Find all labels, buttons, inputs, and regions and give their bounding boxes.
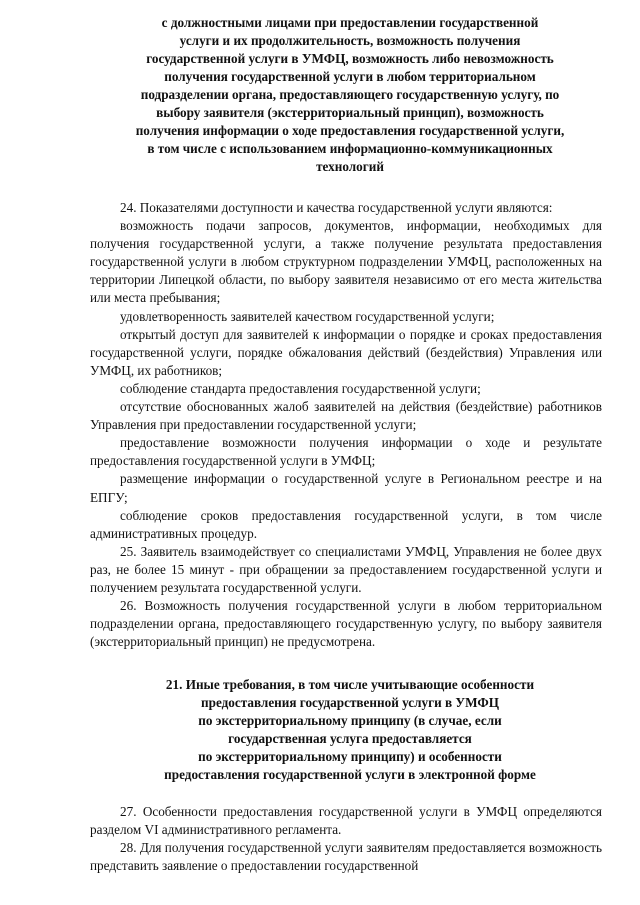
paragraph: удовлетворенность заявителей качеством государственной услуги; xyxy=(120,308,495,324)
heading-line: услуги и их продолжительность, возможность получения xyxy=(179,33,521,48)
paragraph: возможность подачи запросов, документов, информации, необходимых для получения государственной услуги, а также получение результата предоставления государственной услуги в любом структурном подразделении УМФЦ, расположенных на территории Липецкой области, по выбору заявителя независимо от его места жительства или места пребывания; xyxy=(90,218,602,306)
paragraph: предоставление возможности получения информации о ходе и результате предоставления государственной услуги в УМФЦ; xyxy=(90,435,602,469)
paragraph: 26. Возможность получения государственной услуги в любом территориальном подразделении органа, предоставляющего государственную услугу, по выбору заявителя (экстерриториальный принцип) не предусмотрена. xyxy=(90,598,602,650)
paragraph: соблюдение сроков предоставления государственной услуги, в том числе административных процедур. xyxy=(90,507,602,541)
paragraph: открытый доступ для заявителей к информации о порядке и сроках предоставления государственной услуги, порядке обжалования действий (бездействия) Управления или УМФЦ, их работников; xyxy=(90,326,602,378)
heading-line: выбору заявителя (экстерриториальный принцип), возможность xyxy=(156,105,544,120)
heading-line: государственной услуги в УМФЦ, возможность либо невозможность xyxy=(146,51,554,66)
section-heading-21 xyxy=(90,676,610,784)
heading-line: технологий xyxy=(316,159,384,174)
heading-line: предоставления государственной услуги в УМФЦ xyxy=(201,695,499,710)
section-heading-top xyxy=(90,14,610,176)
paragraph: размещение информации о государственной услуге в Региональном реестре и на ЕПГУ; xyxy=(90,471,602,505)
body-text-block-1 xyxy=(90,199,602,651)
paragraph: 24. Показателями доступности и качества государственной услуги являются: xyxy=(120,200,553,215)
paragraph: 28. Для получения государственной услуги заявителям предоставляется возможность представить заявление о предоставлении государственной xyxy=(90,840,602,874)
heading-line: государственная услуга предоставляется xyxy=(228,731,472,746)
paragraph: 25. Заявитель взаимодействует со специалистами УМФЦ, Управления не более двух раз, не более 15 минут - при обращении за предоставлением государственной услуги и получением результата государственной услуги. xyxy=(90,543,602,595)
paragraph: отсутствие обоснованных жалоб заявителей на действия (бездействие) работников Управления при предоставлении государственной услуги; xyxy=(90,399,602,433)
heading-line: получения государственной услуги в любом территориальном xyxy=(164,69,536,84)
heading-line: по экстерриториальному принципу) и особенности xyxy=(198,749,502,764)
heading-line: в том числе с использованием информационно-коммуникационных xyxy=(147,141,553,156)
body-text-block-2 xyxy=(90,803,602,875)
heading-line: по экстерриториальному принципу (в случае, если xyxy=(198,713,502,728)
paragraph: соблюдение стандарта предоставления государственной услуги; xyxy=(120,380,481,396)
paragraph: 27. Особенности предоставления государственной услуги в УМФЦ определяются разделом VI административного регламента. xyxy=(90,804,602,838)
heading-line: 21. Иные требования, в том числе учитывающие особенности xyxy=(165,677,535,692)
heading-line: предоставления государственной услуги в электронной форме xyxy=(164,767,536,782)
heading-line: с должностными лицами при предоставлении государственной xyxy=(161,15,539,30)
heading-line: подразделении органа, предоставляющего государственную услугу, по xyxy=(140,87,560,102)
heading-line: получения информации о ходе предоставления государственной услуги, xyxy=(135,123,565,138)
